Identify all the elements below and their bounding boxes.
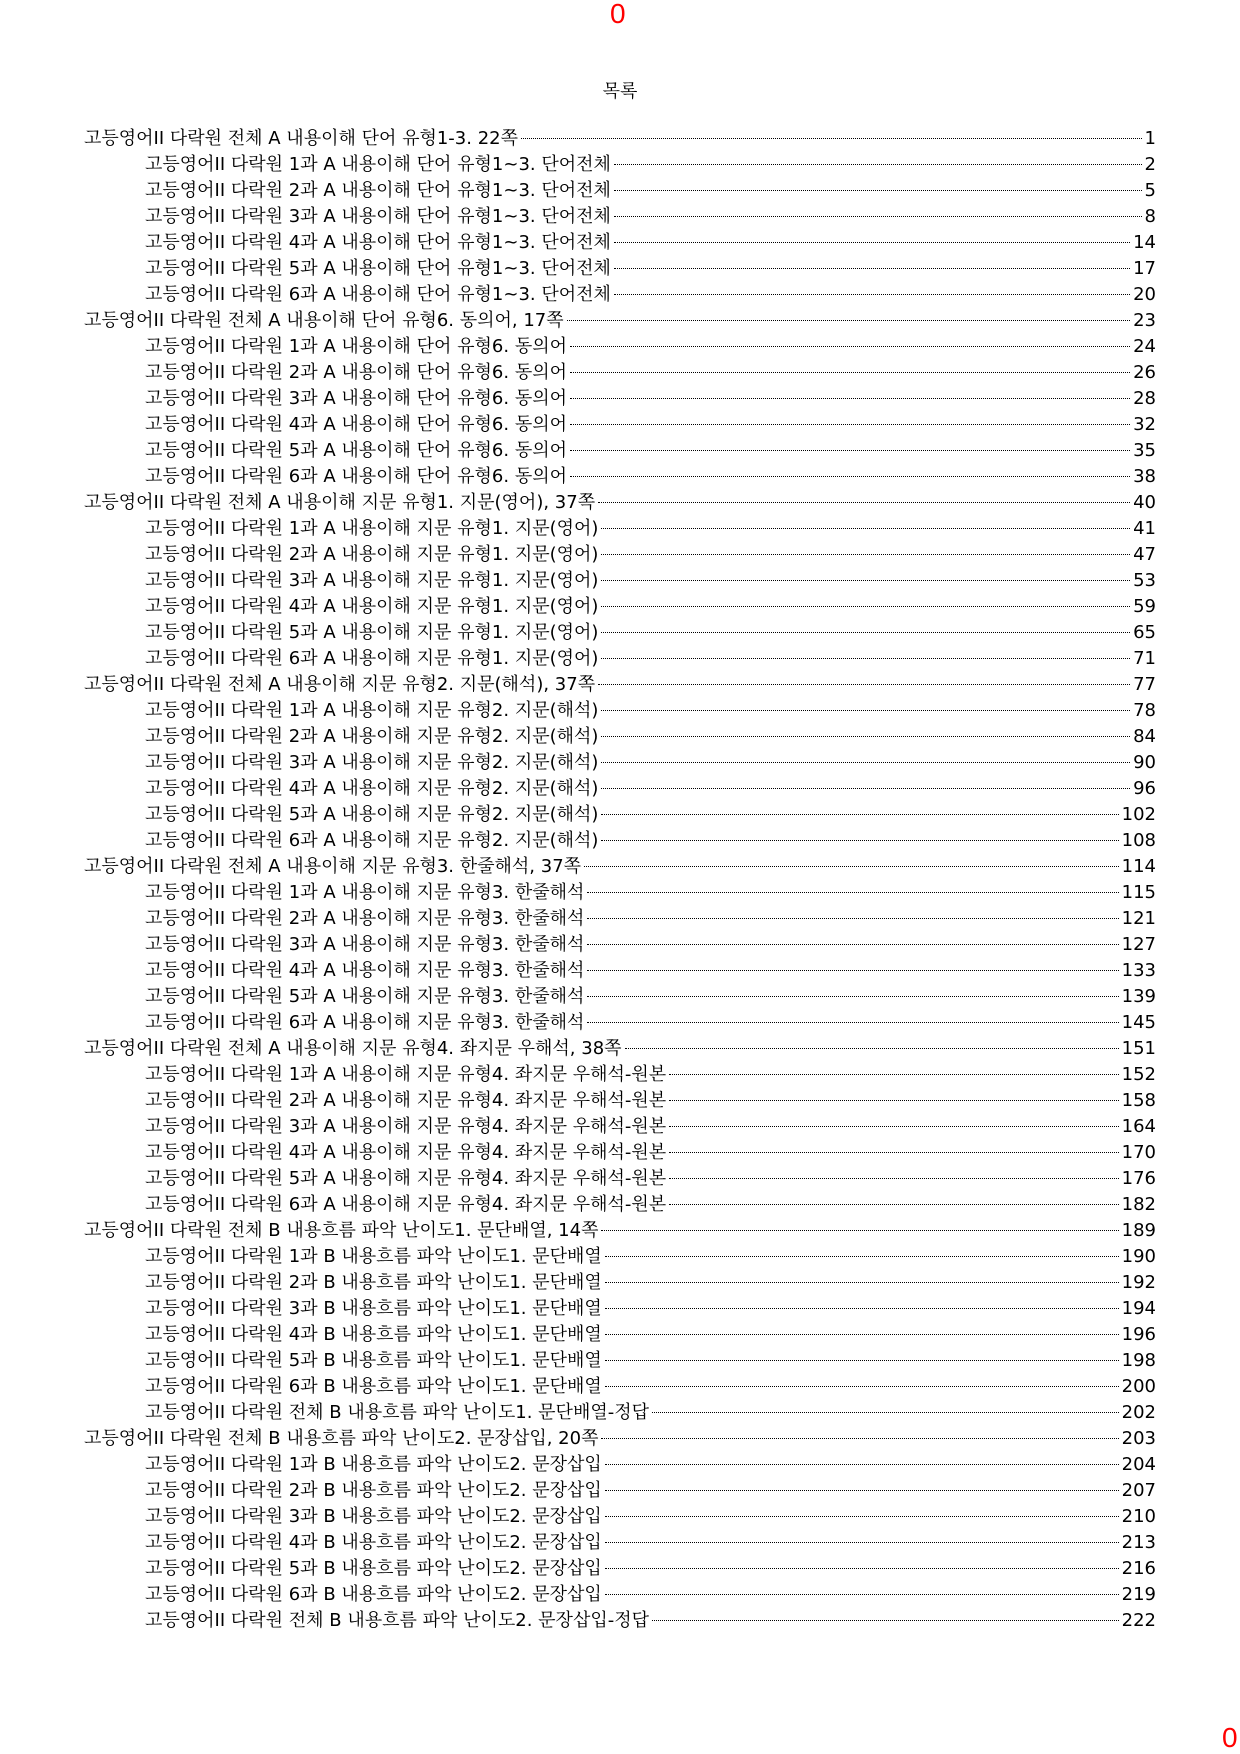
toc-dot-leader	[614, 164, 1142, 165]
toc-entry-page-number: 204	[1121, 1454, 1156, 1475]
toc-dot-leader	[570, 372, 1130, 373]
toc-section-entry[interactable]	[0, 1426, 1240, 1452]
toc-entry-page-number: 96	[1133, 778, 1156, 799]
toc-subsection-entry[interactable]	[0, 698, 1240, 724]
toc-entry-page-number: 41	[1133, 518, 1156, 539]
toc-subsection-entry[interactable]	[0, 230, 1240, 256]
toc-dot-leader	[601, 840, 1118, 841]
toc-dot-leader	[614, 268, 1130, 269]
toc-entry-label: 고등영어II 다락원 2과 B 내용흐름 파악 난이도1. 문단배열	[145, 1272, 602, 1293]
toc-entry-page-number: 5	[1144, 180, 1156, 201]
toc-subsection-entry[interactable]	[0, 256, 1240, 282]
toc-subsection-entry[interactable]	[0, 620, 1240, 646]
toc-subsection-entry[interactable]	[0, 152, 1240, 178]
toc-entry-label: 고등영어II 다락원 2과 A 내용이해 단어 유형1~3. 단어전체	[145, 180, 611, 201]
toc-dot-leader	[605, 1334, 1119, 1335]
toc-subsection-entry[interactable]	[0, 204, 1240, 230]
toc-entry-label: 고등영어II 다락원 5과 A 내용이해 지문 유형3. 한줄해석	[145, 986, 585, 1007]
toc-subsection-entry[interactable]	[0, 412, 1240, 438]
toc-entry-page-number: 47	[1133, 544, 1156, 565]
toc-entry-page-number: 192	[1121, 1272, 1156, 1293]
toc-entry-page-number: 32	[1133, 414, 1156, 435]
toc-entry-page-number: 78	[1133, 700, 1156, 721]
toc-entry-label: 고등영어II 다락원 6과 B 내용흐름 파악 난이도1. 문단배열	[145, 1376, 602, 1397]
toc-subsection-entry[interactable]	[0, 1244, 1240, 1270]
page-number-bottom: 0	[1222, 1722, 1238, 1753]
toc-entry-page-number: 2	[1144, 154, 1156, 175]
toc-entry-label: 고등영어II 다락원 3과 A 내용이해 지문 유형1. 지문(영어)	[145, 570, 599, 591]
toc-dot-leader	[605, 1542, 1119, 1543]
toc-subsection-entry[interactable]	[0, 1530, 1240, 1556]
toc-dot-leader	[669, 1152, 1119, 1153]
toc-dot-leader	[605, 1568, 1119, 1569]
toc-entry-label: 고등영어II 다락원 1과 A 내용이해 지문 유형4. 좌지문 우해석-원본	[145, 1064, 667, 1085]
toc-subsection-entry[interactable]	[0, 1140, 1240, 1166]
toc-entry-label: 고등영어II 다락원 5과 A 내용이해 단어 유형6. 동의어	[145, 440, 567, 461]
toc-subsection-entry[interactable]	[0, 1088, 1240, 1114]
toc-dot-leader	[669, 1126, 1119, 1127]
toc-dot-leader	[601, 814, 1118, 815]
toc-entry-page-number: 133	[1121, 960, 1156, 981]
toc-entry-label: 고등영어II 다락원 6과 A 내용이해 지문 유형4. 좌지문 우해석-원본	[145, 1194, 667, 1215]
toc-entry-page-number: 189	[1121, 1220, 1156, 1241]
toc-entry-label: 고등영어II 다락원 4과 A 내용이해 단어 유형6. 동의어	[145, 414, 567, 435]
toc-dot-leader	[601, 710, 1130, 711]
toc-entry-page-number: 164	[1121, 1116, 1156, 1137]
toc-dot-leader	[570, 476, 1130, 477]
page-number-top: 0	[610, 0, 626, 29]
toc-entry-label: 고등영어II 다락원 3과 A 내용이해 지문 유형2. 지문(해석)	[145, 752, 599, 773]
toc-dot-leader	[601, 762, 1130, 763]
toc-dot-leader	[614, 216, 1142, 217]
toc-entry-page-number: 198	[1121, 1350, 1156, 1371]
toc-entry-page-number: 65	[1133, 622, 1156, 643]
toc-title: 목록	[602, 81, 638, 102]
toc-entry-page-number: 84	[1133, 726, 1156, 747]
toc-entry-label: 고등영어II 다락원 4과 A 내용이해 지문 유형3. 한줄해석	[145, 960, 585, 981]
toc-section-entry[interactable]	[0, 308, 1240, 334]
toc-subsection-entry[interactable]	[0, 464, 1240, 490]
toc-dot-leader	[625, 1048, 1119, 1049]
toc-subsection-entry[interactable]	[0, 594, 1240, 620]
toc-entry-page-number: 17	[1133, 258, 1156, 279]
toc-entry-page-number: 26	[1133, 362, 1156, 383]
toc-entry-page-number: 170	[1121, 1142, 1156, 1163]
toc-subsection-entry[interactable]	[0, 386, 1240, 412]
toc-entry-label: 고등영어II 다락원 6과 A 내용이해 지문 유형3. 한줄해석	[145, 1012, 585, 1033]
toc-dot-leader	[587, 944, 1118, 945]
toc-entry-label: 고등영어II 다락원 4과 A 내용이해 지문 유형1. 지문(영어)	[145, 596, 599, 617]
toc-subsection-entry[interactable]	[0, 1400, 1240, 1426]
toc-entry-page-number: 108	[1121, 830, 1156, 851]
toc-entry-page-number: 115	[1121, 882, 1156, 903]
toc-subsection-entry[interactable]	[0, 360, 1240, 386]
toc-dot-leader	[605, 1256, 1119, 1257]
toc-dot-leader	[652, 1412, 1119, 1413]
toc-subsection-entry[interactable]	[0, 1270, 1240, 1296]
toc-dot-leader	[605, 1386, 1119, 1387]
toc-subsection-entry[interactable]	[0, 802, 1240, 828]
toc-dot-leader	[570, 424, 1130, 425]
toc-dot-leader	[669, 1178, 1119, 1179]
toc-dot-leader	[598, 502, 1130, 503]
toc-subsection-entry[interactable]	[0, 1010, 1240, 1036]
toc-dot-leader	[605, 1282, 1119, 1283]
toc-dot-leader	[605, 1516, 1119, 1517]
toc-subsection-entry[interactable]	[0, 906, 1240, 932]
toc-dot-leader	[605, 1594, 1119, 1595]
toc-entry-label: 고등영어II 다락원 5과 A 내용이해 지문 유형4. 좌지문 우해석-원본	[145, 1168, 667, 1189]
toc-subsection-entry[interactable]	[0, 334, 1240, 360]
toc-dot-leader	[584, 866, 1119, 867]
toc-entry-label: 고등영어II 다락원 전체 A 내용이해 지문 유형4. 좌지문 우해석, 38쪽	[84, 1038, 622, 1059]
toc-entry-label: 고등영어II 다락원 2과 A 내용이해 지문 유형3. 한줄해석	[145, 908, 585, 929]
toc-dot-leader	[605, 1308, 1119, 1309]
toc-subsection-entry[interactable]	[0, 724, 1240, 750]
toc-entry-label: 고등영어II 다락원 1과 A 내용이해 지문 유형3. 한줄해석	[145, 882, 585, 903]
toc-entry-label: 고등영어II 다락원 1과 B 내용흐름 파악 난이도1. 문단배열	[145, 1246, 602, 1267]
toc-subsection-entry[interactable]	[0, 1114, 1240, 1140]
toc-entry-page-number: 59	[1133, 596, 1156, 617]
toc-entry-page-number: 139	[1121, 986, 1156, 1007]
toc-entry-label: 고등영어II 다락원 4과 B 내용흐름 파악 난이도2. 문장삽입	[145, 1532, 602, 1553]
toc-entry-page-number: 196	[1121, 1324, 1156, 1345]
toc-entry-label: 고등영어II 다락원 4과 A 내용이해 지문 유형4. 좌지문 우해석-원본	[145, 1142, 667, 1163]
toc-entry-label: 고등영어II 다락원 1과 A 내용이해 지문 유형1. 지문(영어)	[145, 518, 599, 539]
toc-entry-label: 고등영어II 다락원 전체 B 내용흐름 파악 난이도1. 문단배열-정답	[145, 1402, 649, 1423]
toc-entry-label: 고등영어II 다락원 전체 A 내용이해 단어 유형1-3. 22쪽	[84, 128, 518, 149]
toc-dot-leader	[601, 580, 1130, 581]
toc-entry-label: 고등영어II 다락원 1과 A 내용이해 단어 유형1~3. 단어전체	[145, 154, 611, 175]
toc-entry-label: 고등영어II 다락원 4과 A 내용이해 지문 유형2. 지문(해석)	[145, 778, 599, 799]
toc-entry-label: 고등영어II 다락원 4과 B 내용흐름 파악 난이도1. 문단배열	[145, 1324, 602, 1345]
toc-entry-label: 고등영어II 다락원 3과 B 내용흐름 파악 난이도2. 문장삽입	[145, 1506, 602, 1527]
toc-subsection-entry[interactable]	[0, 1374, 1240, 1400]
toc-dot-leader	[521, 138, 1142, 139]
toc-entry-page-number: 40	[1133, 492, 1156, 513]
toc-entry-label: 고등영어II 다락원 2과 A 내용이해 지문 유형4. 좌지문 우해석-원본	[145, 1090, 667, 1111]
toc-entry-page-number: 14	[1133, 232, 1156, 253]
toc-dot-leader	[587, 892, 1118, 893]
toc-subsection-entry[interactable]	[0, 1556, 1240, 1582]
toc-subsection-entry[interactable]	[0, 542, 1240, 568]
toc-dot-leader	[605, 1360, 1119, 1361]
toc-dot-leader	[669, 1100, 1119, 1101]
toc-subsection-entry[interactable]	[0, 1452, 1240, 1478]
toc-entry-label: 고등영어II 다락원 1과 A 내용이해 지문 유형2. 지문(해석)	[145, 700, 599, 721]
toc-entry-label: 고등영어II 다락원 5과 A 내용이해 지문 유형1. 지문(영어)	[145, 622, 599, 643]
toc-dot-leader	[605, 1490, 1119, 1491]
toc-entry-label: 고등영어II 다락원 전체 B 내용흐름 파악 난이도2. 문장삽입-정답	[145, 1610, 649, 1631]
toc-entry-page-number: 216	[1121, 1558, 1156, 1579]
toc-entry-label: 고등영어II 다락원 6과 B 내용흐름 파악 난이도2. 문장삽입	[145, 1584, 602, 1605]
toc-entry-label: 고등영어II 다락원 3과 A 내용이해 지문 유형4. 좌지문 우해석-원본	[145, 1116, 667, 1137]
toc-entry-label: 고등영어II 다락원 3과 A 내용이해 단어 유형6. 동의어	[145, 388, 567, 409]
toc-subsection-entry[interactable]	[0, 984, 1240, 1010]
toc-entry-label: 고등영어II 다락원 5과 B 내용흐름 파악 난이도2. 문장삽입	[145, 1558, 602, 1579]
toc-section-entry[interactable]	[0, 490, 1240, 516]
toc-entry-label: 고등영어II 다락원 3과 A 내용이해 지문 유형3. 한줄해석	[145, 934, 585, 955]
toc-dot-leader	[601, 658, 1130, 659]
toc-subsection-entry[interactable]	[0, 958, 1240, 984]
toc-subsection-entry[interactable]	[0, 776, 1240, 802]
toc-entry-label: 고등영어II 다락원 2과 A 내용이해 지문 유형2. 지문(해석)	[145, 726, 599, 747]
toc-section-entry[interactable]	[0, 854, 1240, 880]
toc-dot-leader	[587, 970, 1118, 971]
toc-entry-label: 고등영어II 다락원 전체 B 내용흐름 파악 난이도2. 문장삽입, 20쪽	[84, 1428, 599, 1449]
toc-entry-page-number: 202	[1121, 1402, 1156, 1423]
toc-subsection-entry[interactable]	[0, 750, 1240, 776]
toc-subsection-entry[interactable]	[0, 1582, 1240, 1608]
toc-entry-label: 고등영어II 다락원 3과 A 내용이해 단어 유형1~3. 단어전체	[145, 206, 611, 227]
toc-subsection-entry[interactable]	[0, 828, 1240, 854]
toc-entry-label: 고등영어II 다락원 3과 B 내용흐름 파악 난이도1. 문단배열	[145, 1298, 602, 1319]
toc-subsection-entry[interactable]	[0, 1478, 1240, 1504]
toc-entry-page-number: 213	[1121, 1532, 1156, 1553]
toc-entry-label: 고등영어II 다락원 6과 A 내용이해 단어 유형6. 동의어	[145, 466, 567, 487]
toc-subsection-entry[interactable]	[0, 1348, 1240, 1374]
toc-subsection-entry[interactable]	[0, 646, 1240, 672]
toc-dot-leader	[601, 1230, 1118, 1231]
toc-dot-leader	[601, 736, 1130, 737]
toc-entry-label: 고등영어II 다락원 4과 A 내용이해 단어 유형1~3. 단어전체	[145, 232, 611, 253]
toc-dot-leader	[587, 918, 1118, 919]
toc-entry-label: 고등영어II 다락원 2과 B 내용흐름 파악 난이도2. 문장삽입	[145, 1480, 602, 1501]
toc-dot-leader	[601, 1438, 1118, 1439]
toc-subsection-entry[interactable]	[0, 438, 1240, 464]
toc-entry-page-number: 127	[1121, 934, 1156, 955]
toc-dot-leader	[570, 450, 1130, 451]
toc-section-entry[interactable]	[0, 126, 1240, 152]
toc-entry-page-number: 145	[1121, 1012, 1156, 1033]
toc-entry-page-number: 23	[1133, 310, 1156, 331]
toc-section-entry[interactable]	[0, 1218, 1240, 1244]
toc-entry-page-number: 190	[1121, 1246, 1156, 1267]
toc-entry-page-number: 210	[1121, 1506, 1156, 1527]
toc-entry-page-number: 158	[1121, 1090, 1156, 1111]
toc-section-entry[interactable]	[0, 1036, 1240, 1062]
toc-entry-label: 고등영어II 다락원 5과 B 내용흐름 파악 난이도1. 문단배열	[145, 1350, 602, 1371]
toc-entry-page-number: 28	[1133, 388, 1156, 409]
toc-entry-label: 고등영어II 다락원 전체 A 내용이해 단어 유형6. 동의어, 17쪽	[84, 310, 564, 331]
toc-entry-page-number: 71	[1133, 648, 1156, 669]
toc-entry-page-number: 90	[1133, 752, 1156, 773]
toc-dot-leader	[601, 528, 1130, 529]
toc-entry-page-number: 121	[1121, 908, 1156, 929]
toc-dot-leader	[614, 190, 1142, 191]
toc-entry-page-number: 8	[1144, 206, 1156, 227]
toc-entry-page-number: 24	[1133, 336, 1156, 357]
toc-subsection-entry[interactable]	[0, 1062, 1240, 1088]
toc-dot-leader	[601, 632, 1130, 633]
toc-dot-leader	[601, 606, 1130, 607]
toc-entry-label: 고등영어II 다락원 2과 A 내용이해 지문 유형1. 지문(영어)	[145, 544, 599, 565]
toc-entry-page-number: 102	[1121, 804, 1156, 825]
toc-dot-leader	[669, 1074, 1119, 1075]
toc-subsection-entry[interactable]	[0, 1192, 1240, 1218]
toc-entry-page-number: 114	[1121, 856, 1156, 877]
toc-subsection-entry[interactable]	[0, 880, 1240, 906]
toc-entry-label: 고등영어II 다락원 6과 A 내용이해 지문 유형2. 지문(해석)	[145, 830, 599, 851]
toc-entry-page-number: 182	[1121, 1194, 1156, 1215]
toc-entry-page-number: 151	[1121, 1038, 1156, 1059]
toc-dot-leader	[614, 242, 1130, 243]
toc-subsection-entry[interactable]	[0, 1166, 1240, 1192]
toc-subsection-entry[interactable]	[0, 1608, 1240, 1634]
toc-dot-leader	[601, 788, 1130, 789]
toc-subsection-entry[interactable]	[0, 932, 1240, 958]
toc-entry-label: 고등영어II 다락원 전체 B 내용흐름 파악 난이도1. 문단배열, 14쪽	[84, 1220, 599, 1241]
toc-entry-label: 고등영어II 다락원 1과 A 내용이해 단어 유형6. 동의어	[145, 336, 567, 357]
toc-dot-leader	[605, 1464, 1119, 1465]
toc-subsection-entry[interactable]	[0, 1504, 1240, 1530]
toc-dot-leader	[652, 1620, 1119, 1621]
toc-entry-page-number: 203	[1121, 1428, 1156, 1449]
toc-entry-page-number: 207	[1121, 1480, 1156, 1501]
toc-section-entry[interactable]	[0, 672, 1240, 698]
toc-subsection-entry[interactable]	[0, 1296, 1240, 1322]
toc-subsection-entry[interactable]	[0, 1322, 1240, 1348]
toc-entry-page-number: 35	[1133, 440, 1156, 461]
toc-subsection-entry[interactable]	[0, 178, 1240, 204]
toc-entry-page-number: 200	[1121, 1376, 1156, 1397]
toc-entry-page-number: 222	[1121, 1610, 1156, 1631]
toc-entry-page-number: 20	[1133, 284, 1156, 305]
toc-entry-label: 고등영어II 다락원 1과 B 내용흐름 파악 난이도2. 문장삽입	[145, 1454, 602, 1475]
toc-entry-page-number: 219	[1121, 1584, 1156, 1605]
toc-entry-page-number: 77	[1133, 674, 1156, 695]
table-of-contents	[0, 126, 1240, 1634]
toc-dot-leader	[614, 294, 1130, 295]
toc-dot-leader	[587, 996, 1118, 997]
toc-subsection-entry[interactable]	[0, 516, 1240, 542]
toc-entry-label: 고등영어II 다락원 전체 A 내용이해 지문 유형1. 지문(영어), 37쪽	[84, 492, 596, 513]
toc-entry-page-number: 152	[1121, 1064, 1156, 1085]
toc-entry-label: 고등영어II 다락원 2과 A 내용이해 단어 유형6. 동의어	[145, 362, 567, 383]
toc-dot-leader	[570, 346, 1130, 347]
toc-entry-page-number: 53	[1133, 570, 1156, 591]
toc-entry-label: 고등영어II 다락원 전체 A 내용이해 지문 유형2. 지문(해석), 37쪽	[84, 674, 596, 695]
toc-entry-label: 고등영어II 다락원 전체 A 내용이해 지문 유형3. 한줄해석, 37쪽	[84, 856, 582, 877]
toc-dot-leader	[598, 684, 1130, 685]
toc-entry-label: 고등영어II 다락원 5과 A 내용이해 지문 유형2. 지문(해석)	[145, 804, 599, 825]
toc-entry-page-number: 176	[1121, 1168, 1156, 1189]
toc-subsection-entry[interactable]	[0, 282, 1240, 308]
toc-entry-label: 고등영어II 다락원 6과 A 내용이해 단어 유형1~3. 단어전체	[145, 284, 611, 305]
toc-entry-page-number: 194	[1121, 1298, 1156, 1319]
toc-dot-leader	[669, 1204, 1119, 1205]
toc-dot-leader	[601, 554, 1130, 555]
toc-entry-page-number: 38	[1133, 466, 1156, 487]
toc-dot-leader	[567, 320, 1130, 321]
toc-dot-leader	[587, 1022, 1118, 1023]
toc-subsection-entry[interactable]	[0, 568, 1240, 594]
toc-dot-leader	[570, 398, 1130, 399]
toc-entry-label: 고등영어II 다락원 5과 A 내용이해 단어 유형1~3. 단어전체	[145, 258, 611, 279]
toc-entry-label: 고등영어II 다락원 6과 A 내용이해 지문 유형1. 지문(영어)	[145, 648, 599, 669]
toc-entry-page-number: 1	[1144, 128, 1156, 149]
